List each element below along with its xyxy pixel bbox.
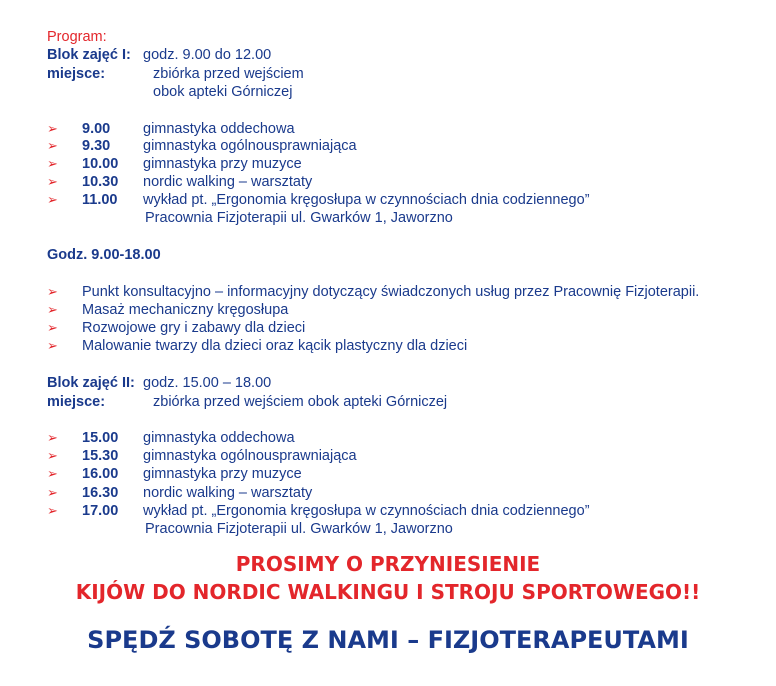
schedule-time: 16.30 — [82, 485, 119, 501]
bullet-arrow-icon: ➢ — [47, 320, 58, 335]
bullet-arrow-icon: ➢ — [47, 174, 58, 189]
allday-item: Malowanie twarzy dla dzieci oraz kącik plastyczny dla dzieci — [82, 338, 468, 354]
program-label: Program: — [47, 29, 107, 45]
bullet-arrow-icon: ➢ — [47, 338, 58, 353]
schedule-desc: wykład pt. „Ergonomia kręgosłupa w czynnościach dnia codziennego” — [143, 503, 590, 519]
block1-label: Blok zajęć I: — [47, 47, 131, 63]
block1-place-line2: obok apteki Górniczej — [153, 84, 293, 100]
bullet-arrow-icon: ➢ — [47, 485, 58, 500]
bullet-arrow-icon: ➢ — [47, 156, 58, 171]
slogan: SPĘDŹ SOBOTĘ Z NAMI – FIZJOTERAPEUTAMI — [87, 626, 689, 654]
schedule-time: 11.00 — [82, 192, 118, 208]
schedule-desc: nordic walking – warsztaty — [143, 174, 313, 190]
bullet-arrow-icon: ➢ — [47, 138, 58, 153]
schedule-desc: gimnastyka ogólnousprawniająca — [143, 138, 357, 154]
block1-time: godz. 9.00 do 12.00 — [143, 47, 272, 63]
schedule-desc: nordic walking – warsztaty — [143, 485, 313, 501]
schedule-time: 10.00 — [82, 156, 119, 172]
bullet-arrow-icon: ➢ — [47, 503, 58, 518]
schedule-desc: wykład pt. „Ergonomia kręgosłupa w czynnościach dnia codziennego” — [143, 192, 590, 208]
bullet-arrow-icon: ➢ — [47, 430, 58, 445]
bullet-arrow-icon: ➢ — [47, 192, 58, 207]
allday-item: Masaż mechaniczny kręgosłupa — [82, 302, 289, 318]
schedule-desc: gimnastyka oddechowa — [143, 121, 295, 137]
schedule-time: 17.00 — [82, 503, 119, 519]
notice-line1: PROSIMY O PRZYNIESIENIE — [235, 552, 541, 576]
notice-line2: KIJÓW DO NORDIC WALKINGU I STROJU SPORTOWEGO!! — [75, 580, 701, 604]
schedule-time: 10.30 — [82, 174, 119, 190]
block2-location: Pracownia Fizjoterapii ul. Gwarków 1, Jaworzno — [145, 521, 453, 537]
schedule-desc: gimnastyka oddechowa — [143, 430, 295, 446]
block2-time: godz. 15.00 – 18.00 — [143, 375, 272, 391]
block2-label: Blok zajęć II: — [47, 375, 135, 391]
allday-label: Godz. 9.00-18.00 — [47, 247, 161, 263]
block1-place-label: miejsce: — [47, 66, 106, 82]
bullet-arrow-icon: ➢ — [47, 466, 58, 481]
schedule-time: 15.30 — [82, 448, 119, 464]
block1-location: Pracownia Fizjoterapii ul. Gwarków 1, Jaworzno — [145, 210, 453, 226]
schedule-desc: gimnastyka przy muzyce — [143, 156, 302, 172]
block2-place-line1: zbiórka przed wejściem obok apteki Górniczej — [153, 394, 448, 410]
schedule-desc: gimnastyka przy muzyce — [143, 466, 302, 482]
schedule-desc: gimnastyka ogólnousprawniająca — [143, 448, 357, 464]
block2-place-label: miejsce: — [47, 394, 106, 410]
schedule-time: 9.00 — [82, 121, 111, 137]
bullet-arrow-icon: ➢ — [47, 121, 58, 136]
schedule-time: 15.00 — [82, 430, 119, 446]
block1-place-line1: zbiórka przed wejściem — [153, 66, 304, 82]
schedule-time: 16.00 — [82, 466, 119, 482]
allday-item: Punkt konsultacyjno – informacyjny dotyczący świadczonych usług przez Pracownię Fizjoterapii. — [82, 284, 700, 300]
bullet-arrow-icon: ➢ — [47, 302, 58, 317]
bullet-arrow-icon: ➢ — [47, 284, 58, 299]
allday-item: Rozwojowe gry i zabawy dla dzieci — [82, 320, 306, 336]
schedule-time: 9.30 — [82, 138, 111, 154]
bullet-arrow-icon: ➢ — [47, 448, 58, 463]
